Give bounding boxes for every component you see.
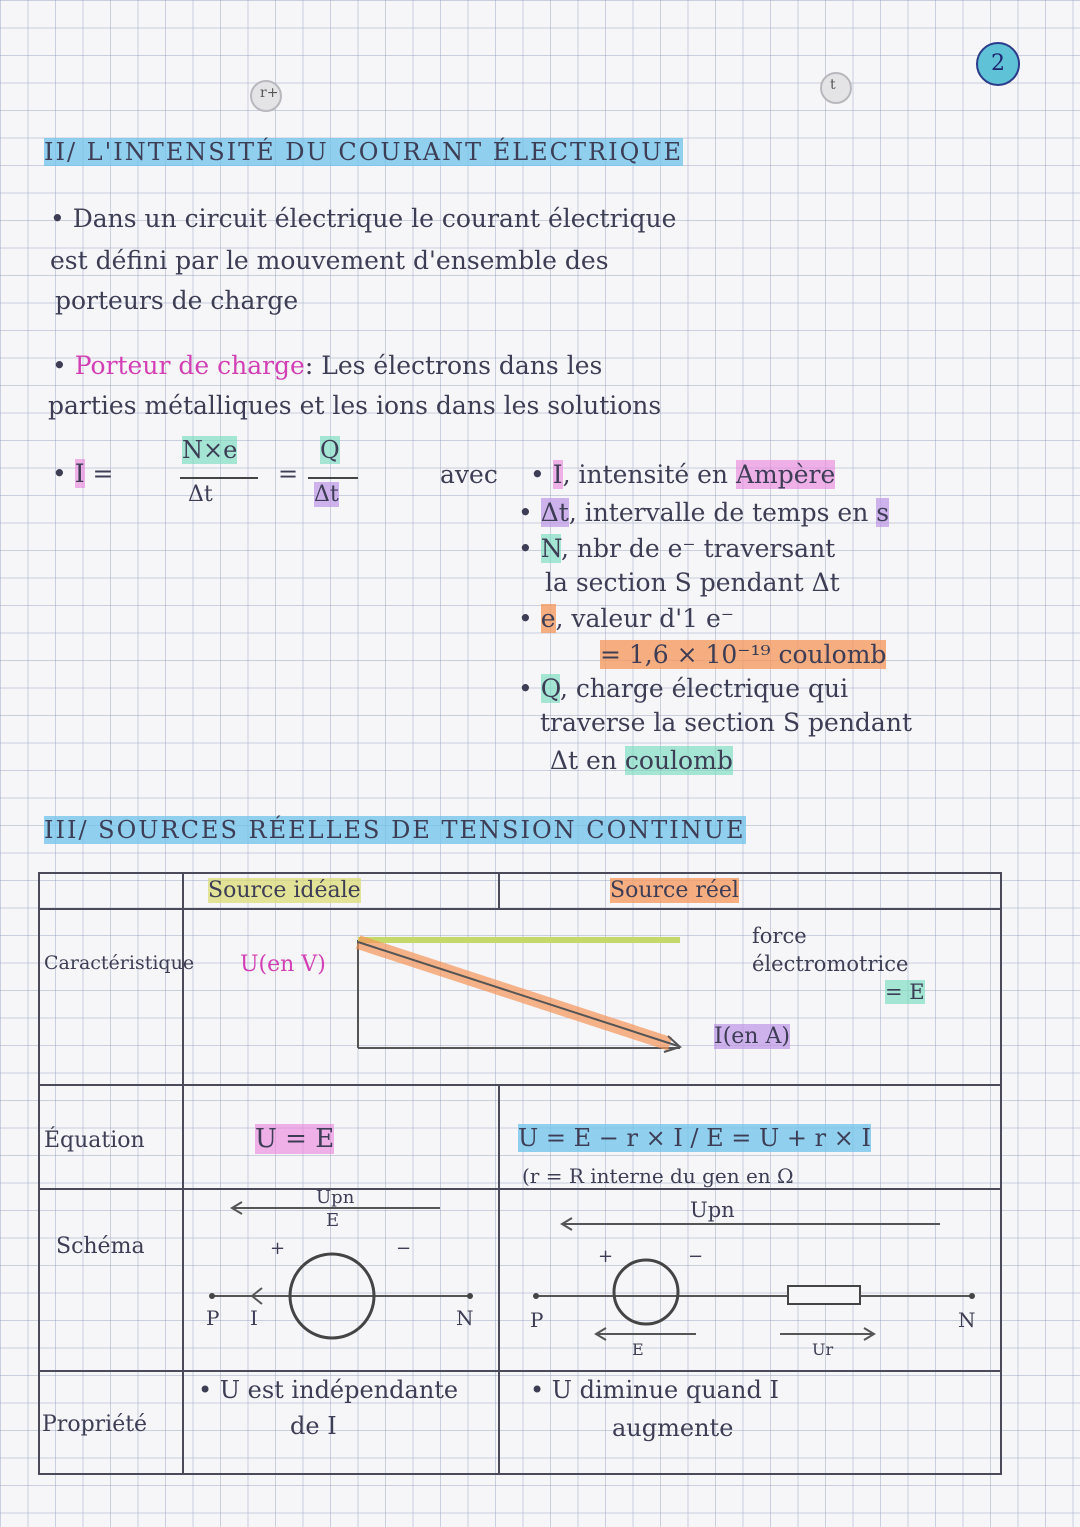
legend-item-delta-t: • Δt, intervalle de temps en s xyxy=(518,498,890,527)
formula-eq-2: = xyxy=(278,460,299,488)
para-1-line-3: porteurs de charge xyxy=(55,286,299,315)
formula-num-2: Q xyxy=(320,436,340,464)
row-label-characteristic: Caractéristique xyxy=(44,952,195,974)
avec-label: avec xyxy=(440,460,498,489)
schema-ideal-n-node xyxy=(467,1293,473,1299)
formula-den-2: Δt xyxy=(314,482,339,507)
fem-label-1: force xyxy=(752,924,807,948)
legend-item-q: • Q, charge électrique qui xyxy=(518,674,849,703)
schema-real-minus: − xyxy=(688,1246,704,1267)
charge-carrier-label: Porteur de charge xyxy=(74,351,305,380)
schema-real-p-node xyxy=(533,1293,539,1299)
schema-ideal-p: P xyxy=(206,1306,220,1330)
schema-ideal-i: I xyxy=(250,1306,258,1330)
para-1-line-2: est défini par le mouvement d'ensemble des xyxy=(50,246,609,275)
schema-real-n: N xyxy=(958,1308,976,1332)
prop-real-2: augmente xyxy=(612,1414,734,1442)
para-2-line-2: parties métalliques et les ions dans les solutions xyxy=(48,391,662,420)
fem-label-2: électromotrice xyxy=(752,952,909,976)
schema-real-ur: Ur xyxy=(812,1340,834,1359)
schema-real-upn: Upn xyxy=(690,1198,735,1222)
col-header-ideal: Source idéale xyxy=(208,878,361,903)
binder-hole-right: t xyxy=(820,72,852,104)
formula: • I = xyxy=(52,459,114,488)
section-3-title: III/ SOURCES RÉELLES DE TENSION CONTINUE xyxy=(44,816,746,844)
legend-item-e: • e, valeur d'1 e⁻ xyxy=(518,604,734,633)
graph-xlabel: I(en A) xyxy=(714,1024,790,1049)
schema-ideal-plus: + xyxy=(270,1238,286,1259)
schema-ideal-e: E xyxy=(326,1210,340,1231)
legend-item-q-cont-2: Δt en coulomb xyxy=(550,746,733,775)
schema-real-e: E xyxy=(632,1340,644,1359)
formula-den-1: Δt xyxy=(188,482,213,507)
graph-ylabel: U(en V) xyxy=(240,952,326,977)
formula-lhs: I xyxy=(74,459,85,488)
section-2-title: II/ L'INTENSITÉ DU COURANT ÉLECTRIQUE xyxy=(44,138,684,166)
para-2-line-1: • Porteur de charge: Les électrons dans les xyxy=(52,351,603,380)
para-1-line-1: • Dans un circuit électrique le courant électrique xyxy=(50,204,677,233)
legend-item-n-cont: la section S pendant Δt xyxy=(545,568,840,597)
schema-ideal-upn: Upn xyxy=(316,1187,355,1208)
row-label-equation: Équation xyxy=(44,1128,145,1153)
formula-num-1: N×e xyxy=(182,436,238,464)
col-header-real: Source réel xyxy=(610,878,739,903)
page-number: 2 xyxy=(976,42,1020,86)
schema-ideal-minus: − xyxy=(396,1238,412,1259)
schema-ideal-n: N xyxy=(456,1306,474,1330)
equation-real: U = E − r × I / E = U + r × I xyxy=(518,1124,871,1152)
fem-label-3: = E xyxy=(885,980,925,1004)
legend-item-e-value: = 1,6 × 10⁻¹⁹ coulomb xyxy=(600,640,887,669)
binder-hole-left: r+ xyxy=(250,80,282,112)
schema-real-generator xyxy=(614,1260,678,1324)
prop-ideal-2: de I xyxy=(290,1412,337,1440)
legend-item-n: • N, nbr de e⁻ traversant xyxy=(518,534,836,563)
graph-real-line xyxy=(358,942,678,1046)
legend-item-q-cont: traverse la section S pendant xyxy=(540,708,912,737)
legend-item-intensity: • I, intensité en Ampère xyxy=(530,460,836,489)
row-label-schema: Schéma xyxy=(56,1234,145,1259)
prop-ideal-1: • U est indépendante xyxy=(198,1376,459,1404)
schema-ideal-p-node xyxy=(209,1293,215,1299)
row-label-property: Propriété xyxy=(42,1412,148,1437)
schema-real-resistor xyxy=(788,1286,860,1304)
equation-real-note: (r = R interne du gen en Ω xyxy=(522,1164,794,1188)
prop-real-1: • U diminue quand I xyxy=(530,1376,779,1404)
schema-real-plus: + xyxy=(598,1246,614,1267)
schema-real-n-node xyxy=(969,1293,975,1299)
equation-ideal: U = E xyxy=(255,1124,335,1154)
schema-real-p: P xyxy=(530,1308,544,1332)
